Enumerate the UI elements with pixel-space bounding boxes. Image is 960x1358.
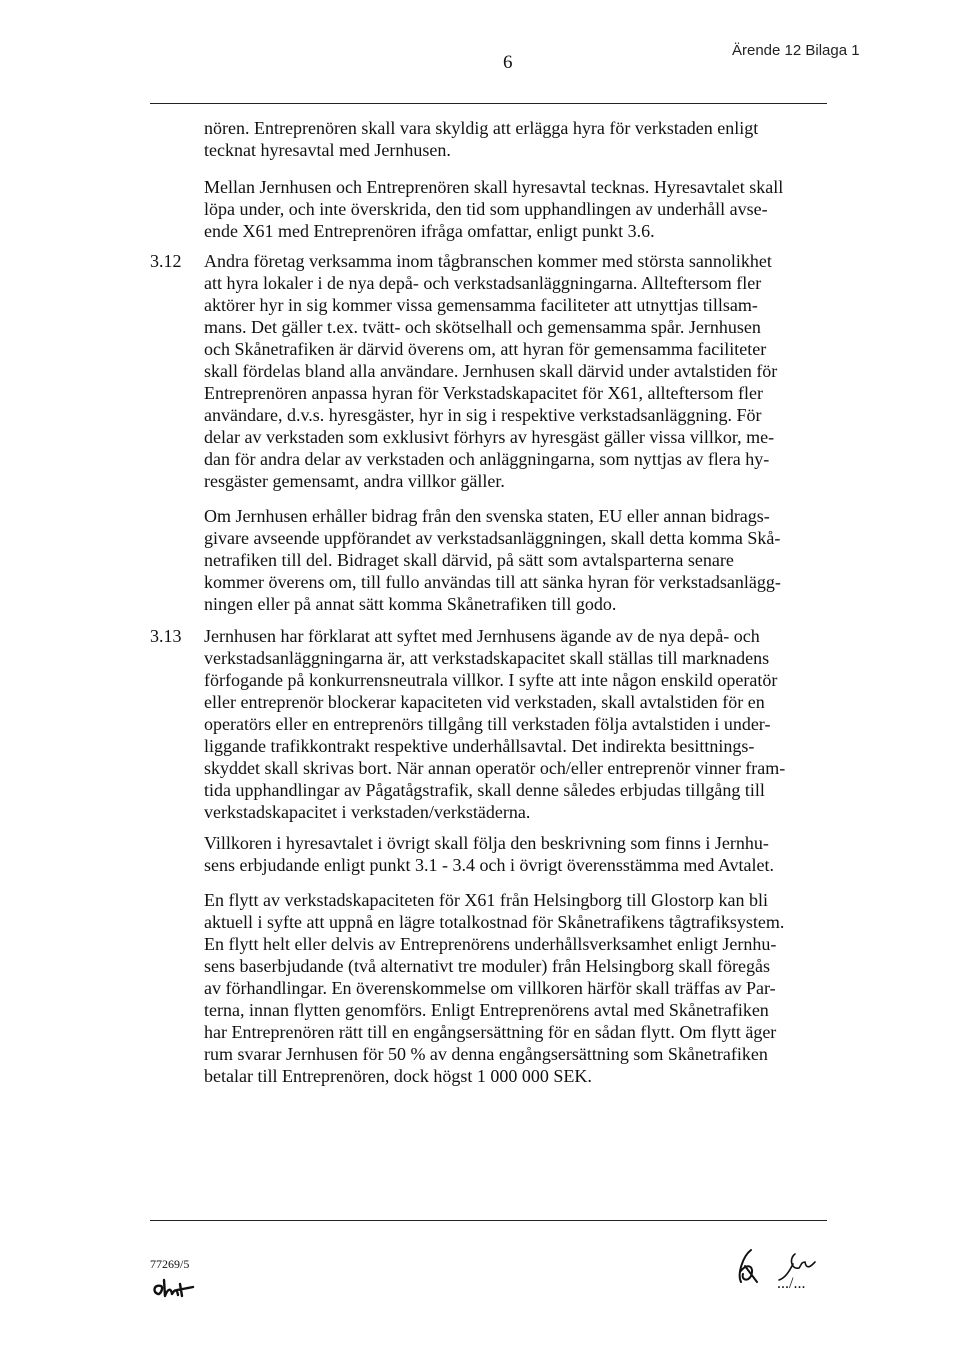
document-reference: Ärende 12 Bilaga 1: [732, 42, 860, 59]
text-line: sens baserbjudande (två alternativt tre moduler) från Helsingborg skall föregås: [204, 956, 770, 976]
text-line: sens erbjudande enligt punkt 3.1 - 3.4 och i övrigt överensstämma med Avtalet.: [204, 855, 775, 875]
handwritten-signature-page-mark: [735, 1244, 855, 1294]
paragraph-3-12: [204, 250, 828, 492]
text-line: netrafiken till del. Bidraget skall därvid, på sätt som avtalsparterna senare: [204, 550, 734, 570]
text-line: verkstadskapacitet i verkstaden/verkstäderna.: [204, 802, 531, 822]
header-divider: [150, 103, 827, 104]
text-line: liggande trafikkontrakt respektive underhållsavtal. Det indirekta besittnings-: [204, 736, 755, 756]
text-line: aktörer hyr in sig kommer vissa gemensamma faciliteter att utnyttjas tillsam-: [204, 295, 758, 315]
text-line: kommer överens om, till fullo användas till att sänka hyran för verkstadsanlägg-: [204, 572, 781, 592]
paragraph-flytt: [204, 889, 828, 1087]
page-continuation-mark: .../...: [777, 1275, 806, 1292]
text-line: nören. Entreprenören skall vara skyldig att erlägga hyra för verkstaden enligt: [204, 118, 759, 138]
text-line: resgäster gemensamt, andra villkor gäller.: [204, 471, 505, 491]
text-line: dan för andra delar av verkstaden och anläggningarna, som nyttjas av flera hy-: [204, 449, 770, 469]
text-line: användare, d.v.s. hyresgäster, hyr in sig i respektive verkstadsanläggning. För: [204, 405, 762, 425]
text-line: tida upphandlingar av Pågatågstrafik, skall denne således erbjudas tillgång till: [204, 780, 765, 800]
text-line: förfogande på konkurrensneutrala villkor. I syfte att inte någon enskild operatör: [204, 670, 778, 690]
paragraph-continuation: [204, 117, 828, 161]
text-line: operatörs eller en entreprenörs tillgång till verkstaden följa avtalstiden i under-: [204, 714, 771, 734]
text-line: En flytt helt eller delvis av Entreprenörens underhållsverksamhet enligt Jernhu-: [204, 934, 777, 954]
text-line: Om Jernhusen erhåller bidrag från den svenska staten, EU eller annan bidrags-: [204, 506, 770, 526]
text-line: att hyra lokaler i de nya depå- och verkstadsanläggningarna. Allteftersom fler: [204, 273, 762, 293]
text-line: verkstadsanläggningarna är, att verkstadskapacitet skall ställas till marknadens: [204, 648, 770, 668]
text-line: aktuell i syfte att uppnå en lägre totalkostnad för Skånetrafikens tågtrafiksystem.: [204, 912, 785, 932]
text-line: löpa under, och inte överskrida, den tid som upphandlingen av underhåll avse-: [204, 199, 768, 219]
text-line: och Skånetrafiken är därvid överens om, att hyran för gemensamma faciliteter: [204, 339, 767, 359]
text-line: har Entreprenören rätt till en engångsersättning för en sådan flytt. Om flytt äger: [204, 1022, 777, 1042]
paragraph-hyresavtal: [204, 176, 828, 242]
text-line: eller entreprenör blockerar kapaciteten vid verkstaden, skall avtalstiden för en: [204, 692, 765, 712]
paragraph-bidrag: [204, 505, 828, 615]
text-line: givare avseende uppförandet av verkstadsanläggningen, skall detta komma Skå-: [204, 528, 781, 548]
text-line: Entreprenören anpassa hyran för Verkstadskapacitet för X61, allteftersom fler: [204, 383, 763, 403]
paragraph-3-13: [204, 625, 828, 823]
text-line: ningen eller på annat sätt komma Skånetrafiken till godo.: [204, 594, 617, 614]
text-line: delar av verkstaden som exklusivt förhyrs av hyresgäst gäller vissa villkor, me-: [204, 427, 775, 447]
page-number: 6: [503, 52, 513, 73]
handwritten-initials-left: [150, 1274, 200, 1304]
text-line: tecknat hyresavtal med Jernhusen.: [204, 140, 451, 160]
text-line: Andra företag verksamma inom tågbranschen kommer med största sannolikhet: [204, 251, 772, 271]
text-line: Jernhusen har förklarat att syftet med Jernhusens ägande av de nya depå- och: [204, 626, 760, 646]
text-line: mans. Det gäller t.ex. tvätt- och skötselhall och gemensamma spår. Jernhusen: [204, 317, 761, 337]
section-number-3-13: 3.13: [150, 626, 182, 646]
text-line: skyddet skall skrivas bort. När annan operatör och/eller entreprenör vinner fram-: [204, 758, 786, 778]
paragraph-villkoren: [204, 832, 828, 876]
text-line: ende X61 med Entreprenören ifråga omfattar, enligt punkt 3.6.: [204, 221, 655, 241]
text-line: Villkoren i hyresavtalet i övrigt skall följa den beskrivning som finns i Jernhu-: [204, 833, 769, 853]
footer-divider: [150, 1220, 827, 1221]
document-code: 77269/5: [150, 1257, 190, 1271]
text-line: Mellan Jernhusen och Entreprenören skall hyresavtal tecknas. Hyresavtalet skall: [204, 177, 784, 197]
text-line: rum svarar Jernhusen för 50 % av denna engångsersättning som Skånetrafiken: [204, 1044, 768, 1064]
text-line: betalar till Entreprenören, dock högst 1 000 000 SEK.: [204, 1066, 592, 1086]
section-number-3-12: 3.12: [150, 251, 182, 271]
text-line: En flytt av verkstadskapaciteten för X61 från Helsingborg till Glostorp kan bli: [204, 890, 769, 910]
text-line: terna, innan flytten genomförs. Enligt Entreprenörens avtal med Skånetrafiken: [204, 1000, 769, 1020]
text-line: av förhandlingar. En överenskommelse om villkoren härför skall träffas av Par-: [204, 978, 776, 998]
text-line: skall fördelas bland alla användare. Jernhusen skall därvid under avtalstiden för: [204, 361, 778, 381]
